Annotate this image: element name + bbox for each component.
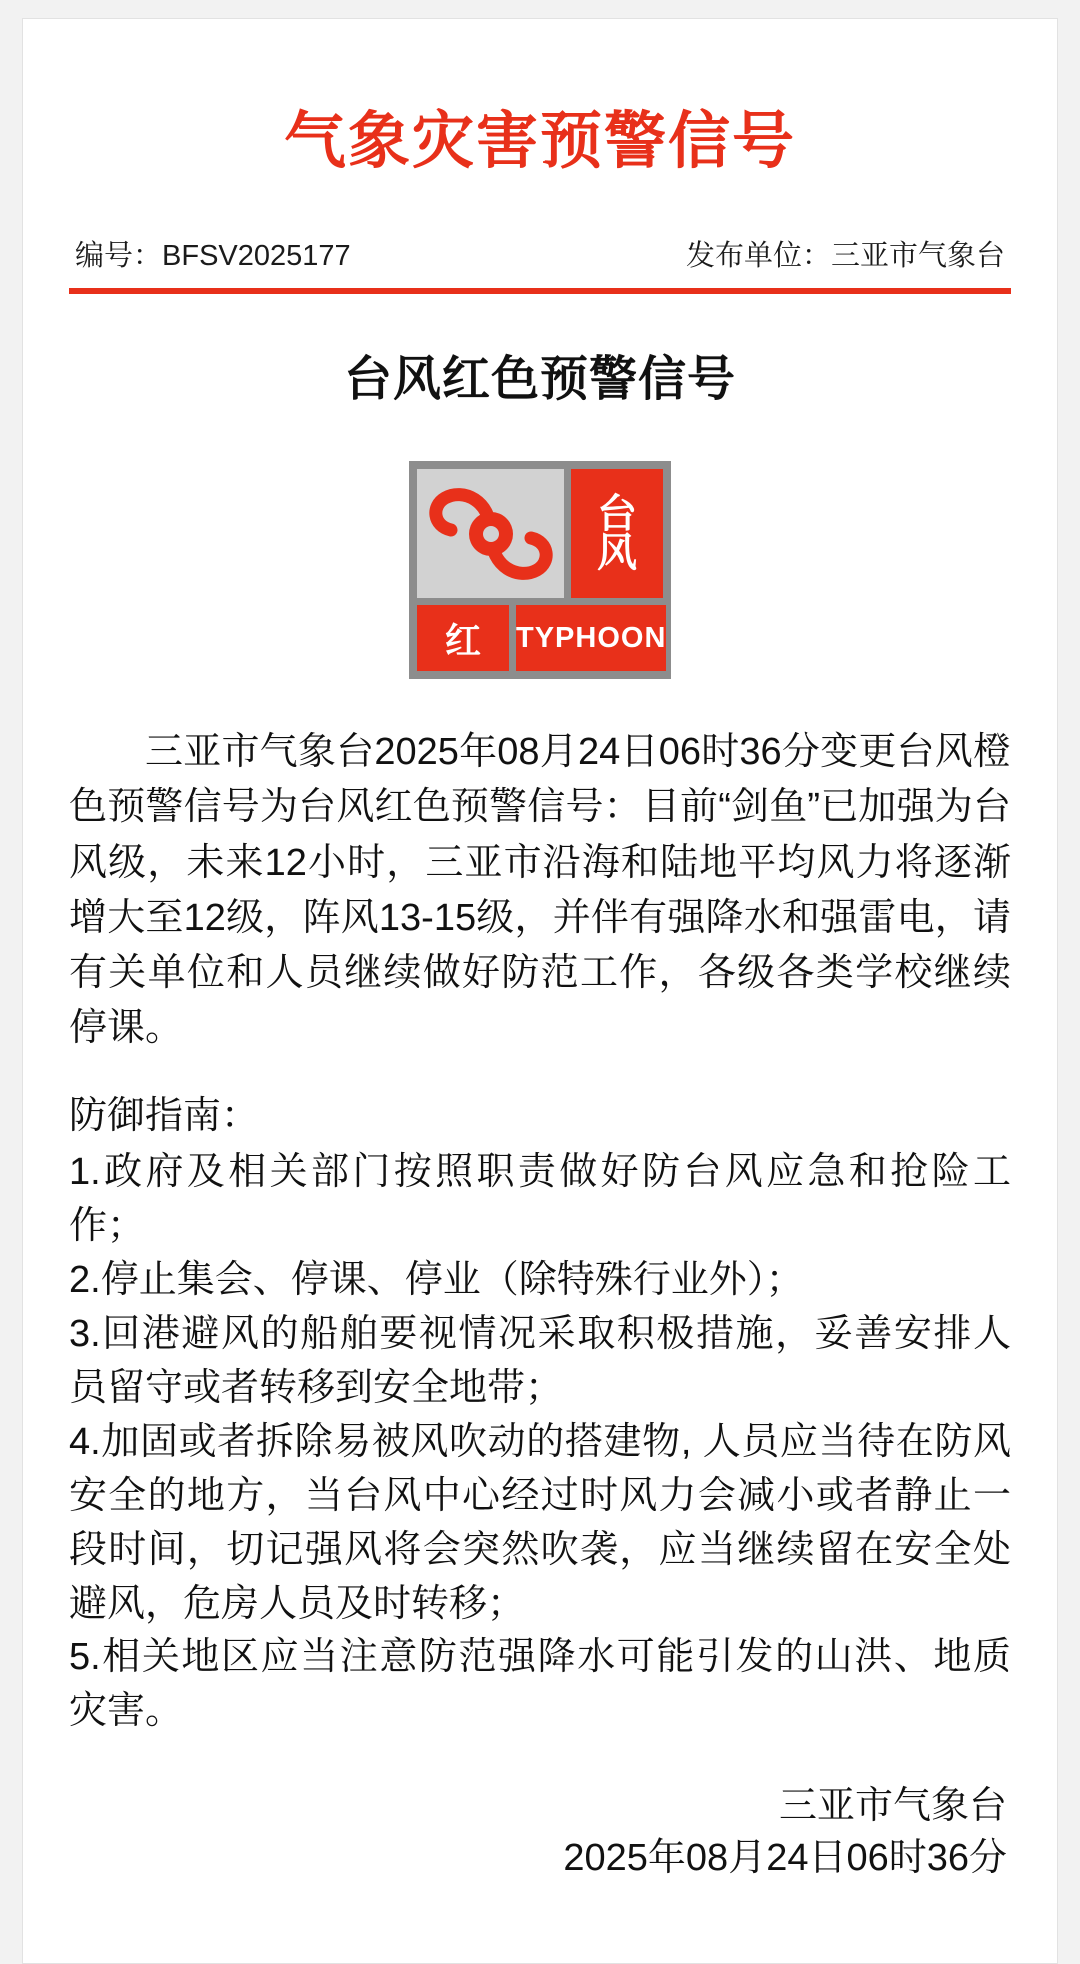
badge-level-label: 红 — [417, 605, 509, 671]
meta-row — [69, 233, 1011, 288]
typhoon-red-badge — [409, 461, 671, 679]
notice-number — [75, 233, 351, 274]
issuer-value: 三亚市气象台 — [830, 240, 1005, 273]
prevention-guide-heading: 防御指南： — [69, 1094, 260, 1137]
main-warning-text: 三亚市气象台2025年08月24日06时36分变更台风橙色预警信号为台风红色预警信号：目前“剑鱼”已加强为台风级，未来12小时，三亚市沿海和陆地平均风力将逐渐增大至12级，阵风13-15级，并伴有强降水和强雷电，请有关单位和人员继续做好防范工作，各级各类学校继续停课。 — [69, 731, 1011, 1049]
red-divider — [69, 288, 1011, 294]
badge-english-label: TYPHOON — [516, 605, 666, 671]
badge-chinese-char-1: 台 — [597, 491, 637, 536]
warning-notice-card — [22, 18, 1058, 1964]
signoff-org: 三亚市气象台 — [778, 1785, 1007, 1828]
signal-title: 台风红色预警信号 — [343, 353, 736, 407]
badge-chinese-char-2: 风 — [597, 530, 637, 575]
badge-bottom-row — [417, 605, 667, 671]
warning-badge-container — [69, 461, 1011, 679]
page-title: 气象灾害预警信号 — [283, 107, 796, 176]
badge-chinese-label — [571, 469, 663, 598]
issuer — [686, 233, 1005, 274]
notice-number-value: BFSV2025177 — [162, 240, 351, 273]
prevention-guide-item: 4.加固或者拆除易被风吹动的搭建物, 人员应当待在防风安全的地方，当台风中心经过时风力会减小或者静止一段时间，切记强风将会突然吹袭，应当继续留在安全处避风，危房人员及时转移； — [69, 1420, 1011, 1625]
prevention-guide-item: 1.政府及相关部门按照职责做好防台风应急和抢险工作； — [69, 1150, 1011, 1247]
notice-number-label: 编号： — [75, 240, 163, 273]
typhoon-swirl-icon — [417, 469, 564, 598]
issuer-label: 发布单位： — [685, 240, 831, 273]
prevention-guide-item: 3.回港避风的船舶要视情况采取积极措施，妥善安排人员留守或者转移到安全地带； — [69, 1312, 1011, 1409]
prevention-guide — [69, 1090, 1011, 1739]
prevention-guide-item: 5.相关地区应当注意防范强降水可能引发的山洪、地质灾害。 — [69, 1636, 1011, 1733]
signoff — [69, 1781, 1011, 1884]
signoff-datetime: 2025年08月24日06时36分 — [563, 1836, 1007, 1879]
prevention-guide-item: 2.停止集会、停课、停业（除特殊行业外）； — [69, 1258, 804, 1301]
